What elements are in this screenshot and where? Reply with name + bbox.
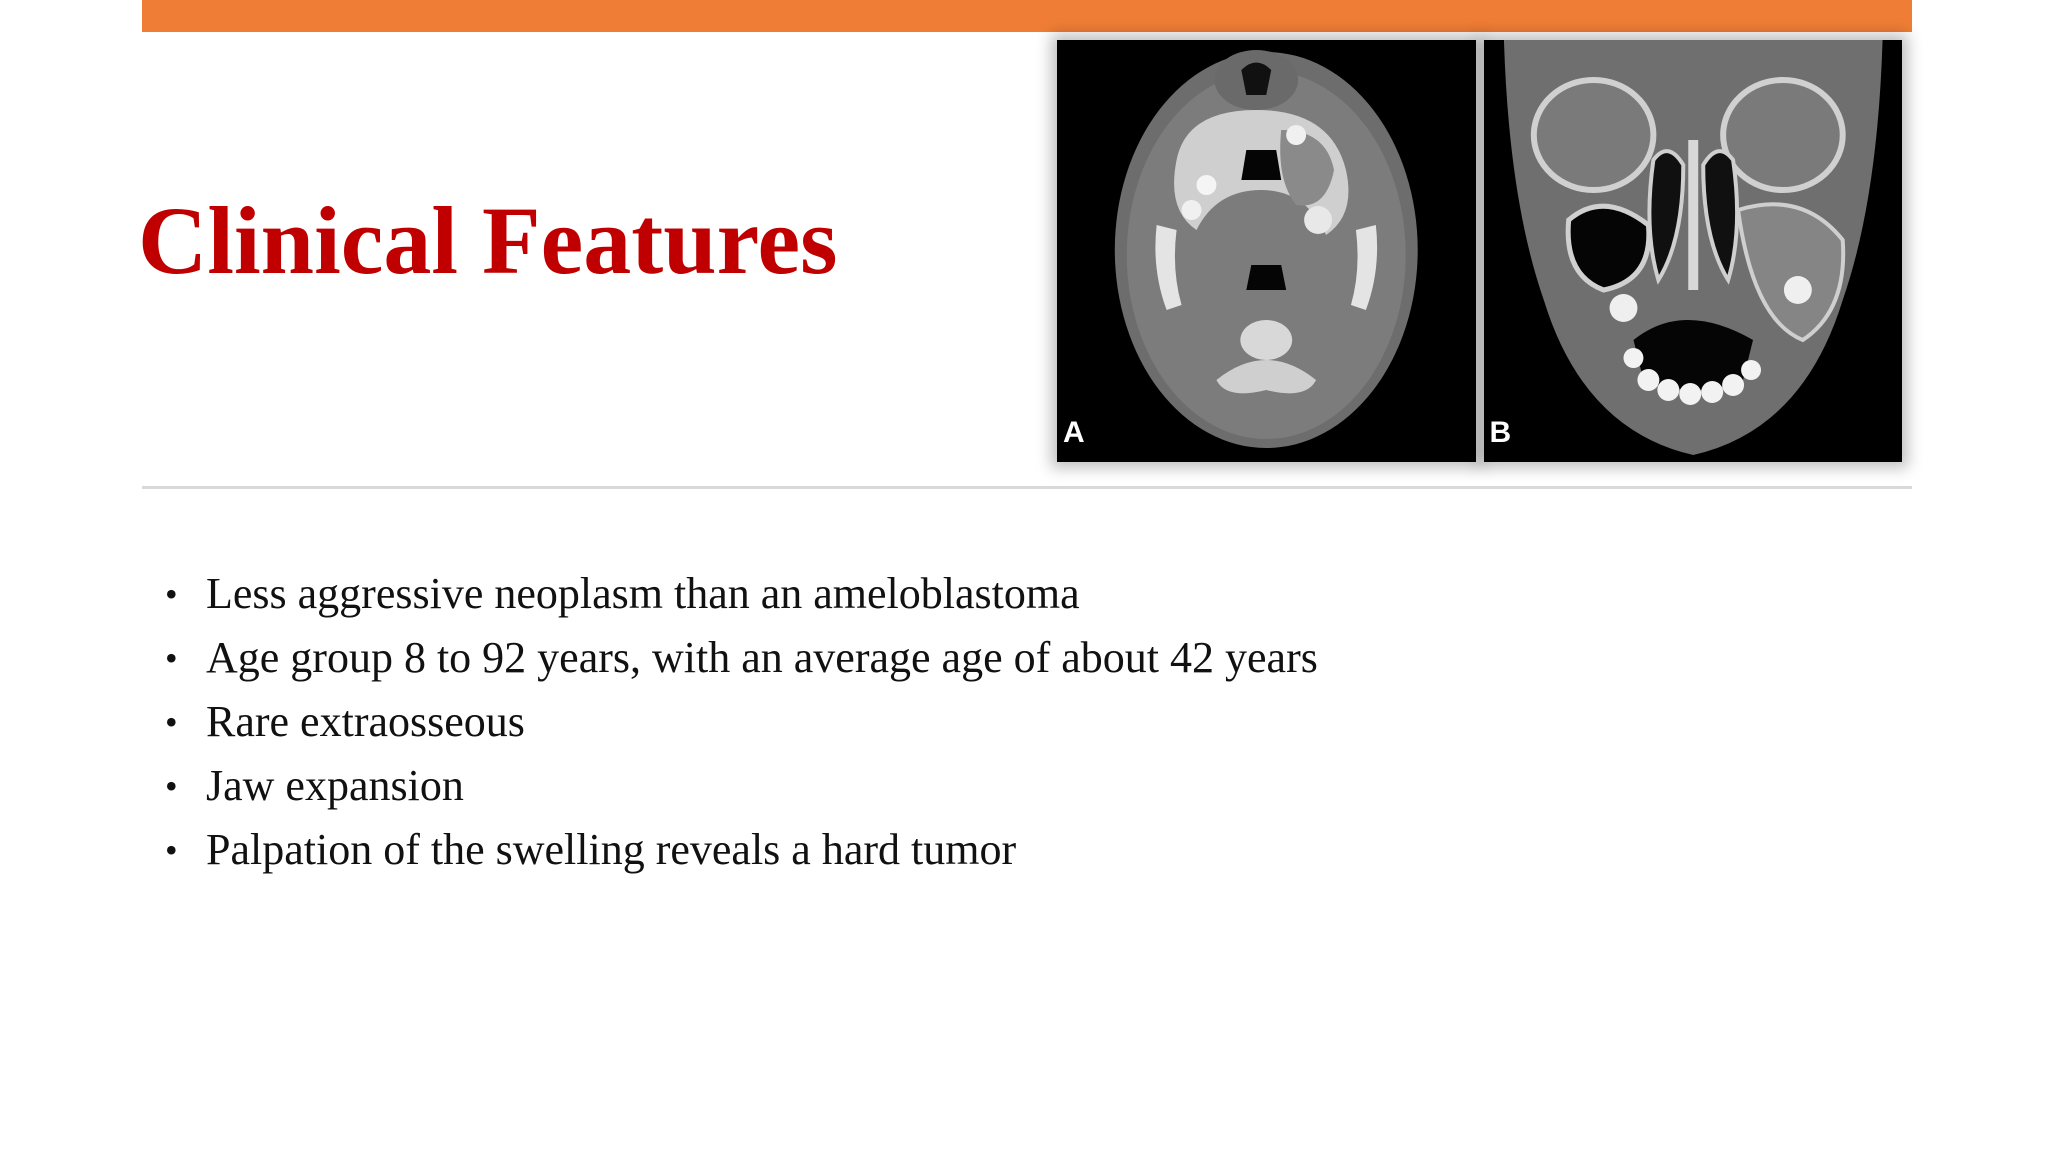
bullet-list	[165, 562, 1318, 882]
image-label-b: B	[1489, 416, 1512, 449]
bullet-text: Age group 8 to 92 years, with an average age of about 42 years	[206, 633, 1318, 682]
bullet-icon: •	[165, 766, 178, 806]
bullet-icon: •	[165, 830, 178, 870]
ct-axial-scan-image	[1057, 40, 1476, 462]
bullet-icon: •	[165, 702, 178, 742]
title-divider	[142, 486, 1912, 489]
top-accent-bar	[142, 0, 1912, 32]
ct-image-group	[1057, 40, 1902, 462]
list-item	[165, 754, 1318, 818]
list-item	[165, 562, 1318, 626]
bullet-icon: •	[165, 574, 178, 614]
list-item	[165, 626, 1318, 690]
slide-title: Clinical Features	[138, 187, 838, 294]
bullet-text: Jaw expansion	[206, 761, 464, 810]
ct-axial-drawing	[1057, 40, 1476, 462]
list-item	[165, 818, 1318, 882]
ct-coronal-scan-image	[1484, 40, 1903, 462]
image-label-a: A	[1063, 416, 1085, 449]
bullet-text: Palpation of the swelling reveals a hard tumor	[206, 825, 1017, 874]
list-item	[165, 690, 1318, 754]
bullet-icon: •	[165, 638, 178, 678]
ct-coronal-drawing	[1484, 40, 1903, 462]
bullet-text: Rare extraosseous	[206, 697, 525, 746]
bullet-text: Less aggressive neoplasm than an ameloblastoma	[206, 569, 1080, 618]
